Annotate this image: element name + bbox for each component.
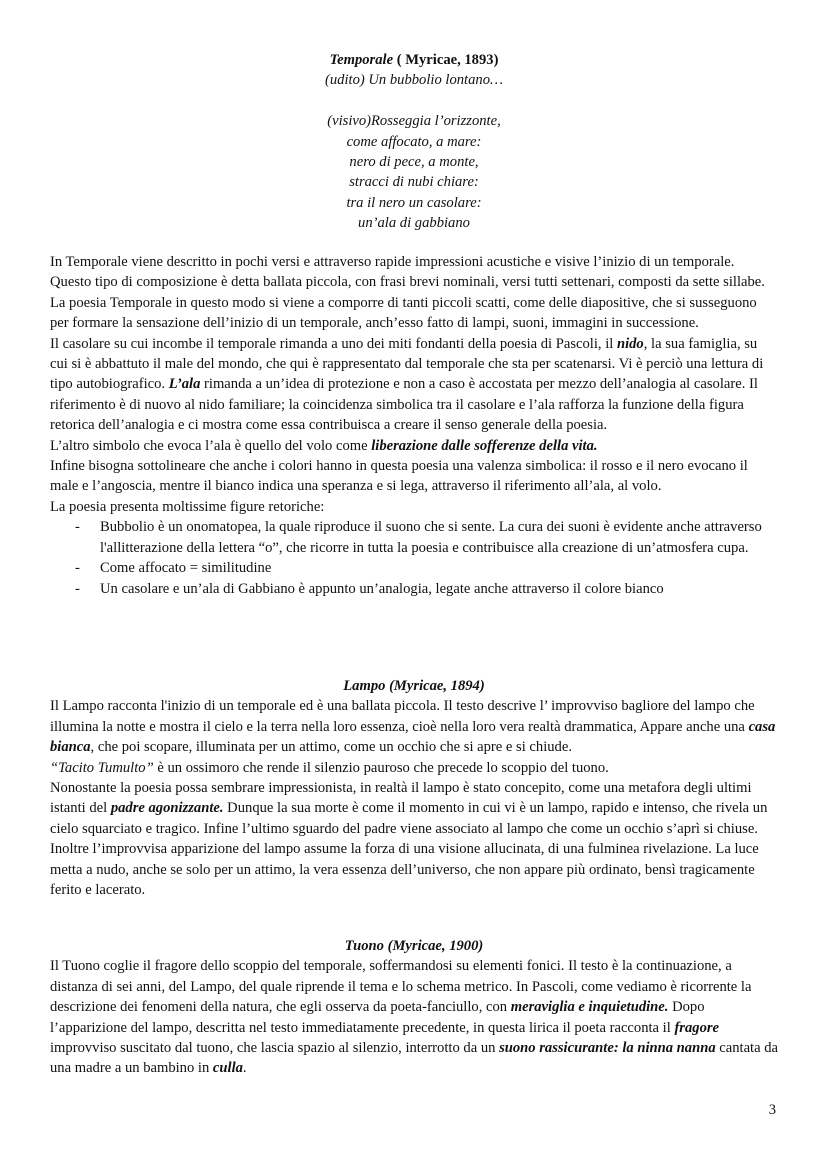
lampo-section xyxy=(50,676,778,900)
paragraph: La poesia presenta moltissime figure retoriche: xyxy=(50,498,325,515)
paragraph: Infine bisogna sottolineare che anche i colori hanno in questa poesia una valenza simbolica: il rosso e il nero evocano il male e l’angoscia, mentre il bianco indica una speranza e si lega, attraverso il riferimento all’ala, al volo. xyxy=(50,458,748,495)
list-item: - Bubbolio è un onomatopea, la quale riproduce il suono che si sente. La cura dei suoni è evidente anche attraverso l'allitterazione della lettera “o”, che ricorre in tutta la poesia e contribuisce alla creazione di un’atmosfera cupa. xyxy=(75,519,762,556)
paragraph: “Tacito Tumulto” è un ossimoro che rende il silenzio pauroso che precede lo scoppio del tuono. xyxy=(50,759,609,776)
list-item: - Come affocato = similitudine xyxy=(75,560,272,577)
paragraph: La poesia Temporale in questo modo si viene a comporre di tanti piccoli scatti, come delle diapositive, che si susseguono per formare la sensazione dell’inizio di un temporale, anch’esso fatto di lampi, suoni, immagini in successione. xyxy=(50,294,757,332)
temporale-analysis xyxy=(50,252,778,599)
paragraph: Il Tuono coglie il fragore dello scoppio del temporale, soffermandosi su elementi fonici. Il testo è la continuazione, a distanza di sei anni, del Lampo, del quale riprende il tema e lo schema metrico. In Pascoli, come vediamo è ricorrente la descrizione dei fenomeni della natura, che egli osserva da poeta-fanciullo, con meraviglia e inquietudine. Dopo l’apparizione del lampo, descritta nel testo immediatamente precedente, in questa lirica il poeta racconta il fragore improvviso suscitato dal tuono, che lascia spazio al silenzio, interrotto da un suono rassicurante: la ninna nanna cantata da una madre a un bambino in culla. xyxy=(50,958,779,1077)
poem-line: stracci di nubi chiare: xyxy=(349,174,479,191)
paragraph: Inoltre l’improvvisa apparizione del lampo assume la forza di una visione allucinata, di una fulminea rivelazione. La luce metta a nudo, anche se solo per un attimo, la vera essenza dell’universo, che non appare più ordinato, bensì tragicamente ferito e lacerato. xyxy=(50,841,759,899)
figures-list xyxy=(50,517,778,599)
section-title-tuono: Tuono (Myricae, 1900) xyxy=(344,938,484,954)
paragraph: Il Lampo racconta l'inizio di un temporale ed è una ballata piccola. Il testo descrive l’ improvviso bagliore del lampo che illumina la notte e mostra il cielo e la terra nella loro essenza, cioè nella loro vera realtà drammatica, Appare anche una casa bianca, che poi scopare, illuminata per un attimo, come un occhio che si apre e si chiude. xyxy=(50,698,776,756)
paragraph: In Temporale viene descritto in pochi versi e attraverso rapide impressioni acustiche e visive l’inizio di un temporale. Questo tipo di composizione è detta ballata piccola, con frasi brevi nominali, versi tutti settenari, composti da sette sillabe. xyxy=(50,254,765,291)
poem-line: nero di pece, a monte, xyxy=(349,153,479,170)
poem-title: Temporale ( Myricae, 1893) xyxy=(329,52,499,68)
page-number: 3 xyxy=(768,1102,776,1118)
tuono-section xyxy=(50,936,778,1079)
paragraph: Nonostante la poesia possa sembrare impressionista, in realtà il lampo è stato concepito, come una metafora degli ultimi istanti del padre agonizzante. Dunque la sua morte è come il momento in cui vi è un lampo, rapido e intenso, che rivela un cielo squarciato e tragico. Infine l’ultimo sguardo del padre viene associato al lampo che come un occhio s’aprì si chiuse. xyxy=(50,780,768,837)
paragraph: L’altro simbolo che evoca l’ala è quello del volo come liberazione dalle sofferenze della vita. xyxy=(50,437,598,454)
poem-line: come affocato, a mare: xyxy=(346,133,482,150)
section-title-lampo: Lampo (Myricae, 1894) xyxy=(343,678,485,694)
poem-line: tra il nero un casolare: xyxy=(346,194,482,211)
list-item: - Un casolare e un’ala di Gabbiano è appunto un’analogia, legate anche attraverso il colore bianco xyxy=(75,580,664,597)
poem-block xyxy=(0,50,828,234)
poem-line: un’ala di gabbiano xyxy=(358,215,470,232)
poem-line: (visivo)Rosseggia l’orizzonte, xyxy=(327,113,501,130)
poem-line: (udito) Un bubbolio lontano… xyxy=(325,72,503,89)
paragraph: Il casolare su cui incombe il temporale rimanda a uno dei miti fondanti della poesia di Pascoli, il nido, la sua famiglia, su cui si è abbattuto il male del mondo, che qui è rappresentato dal temporale che sta per scatenarsi. Vi è perciò una lettura di tipo autobiografico. L’ala rimanda a un’idea di protezione e non a caso è accostata per mezzo dell’analogia al casolare. Il riferimento è di nuovo al nido familiare; la coincidenza simbolica tra il casolare e l’ala rafforza la funzione della figura retorica dell’analogia e ci mostra come essa contribuisca a creare il senso generale della poesia. xyxy=(50,335,764,434)
